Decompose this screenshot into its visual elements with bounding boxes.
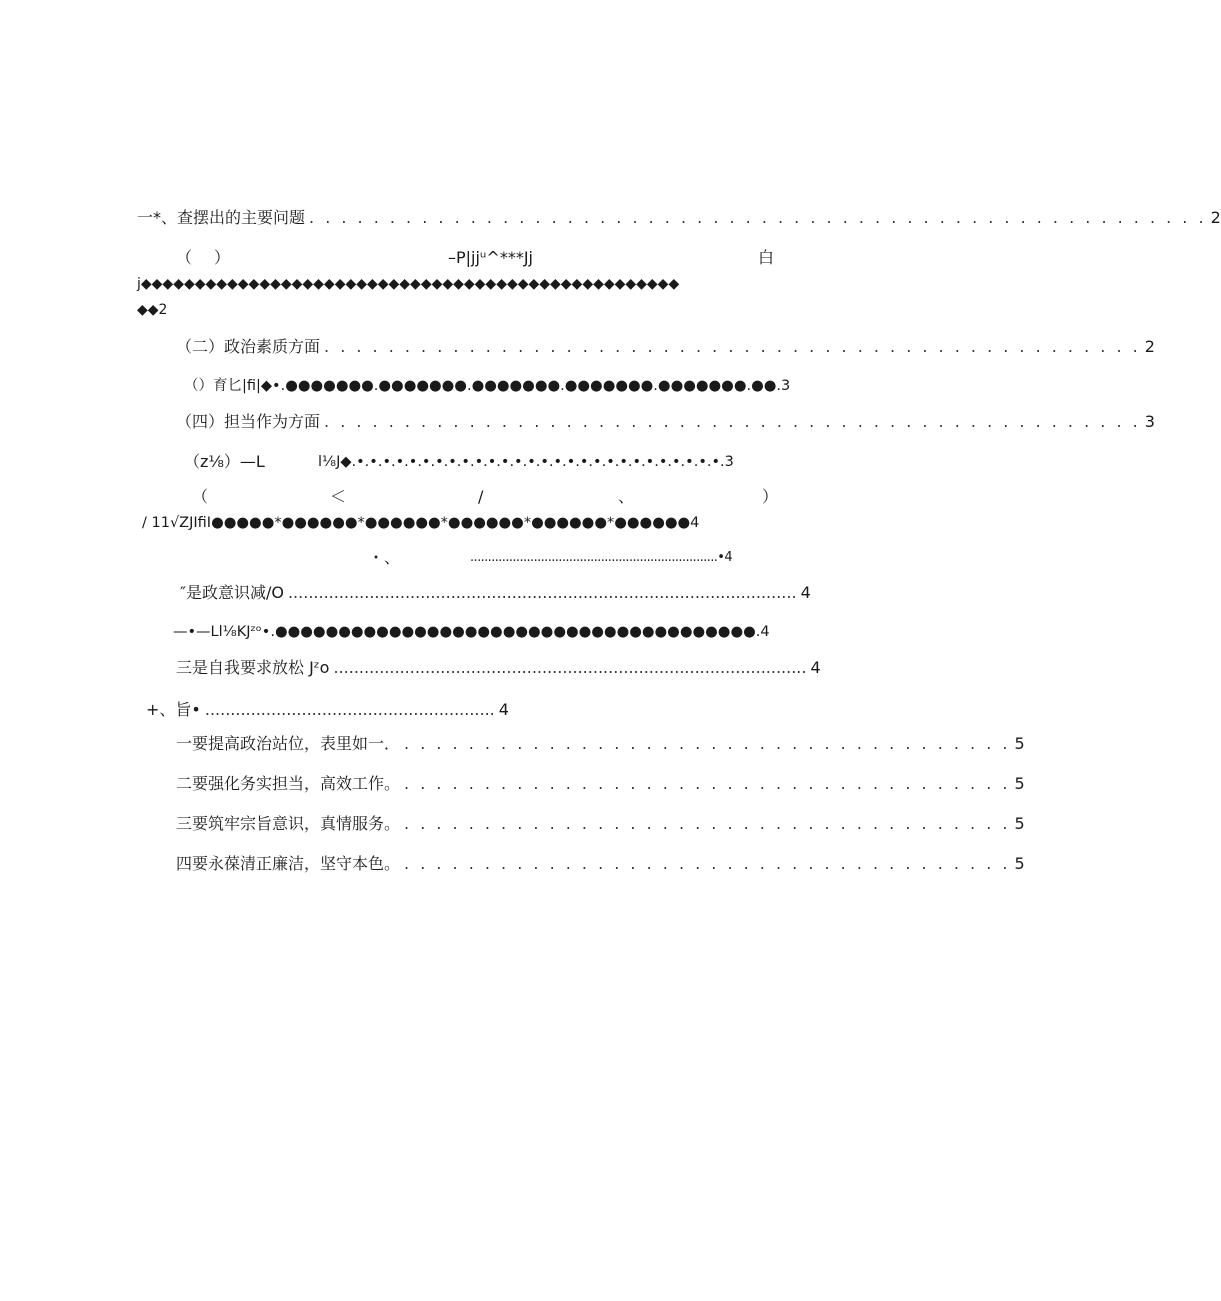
toc-fragment: ＜ [330, 487, 347, 506]
toc-leader: j◆◆◆◆◆◆◆◆◆◆◆◆◆◆◆◆◆◆◆◆◆◆◆◆◆◆◆◆◆◆◆◆◆◆◆◆◆◆◆◆◆◆◆◆◆◆◆◆◆◆ [137, 276, 680, 292]
toc-entry-title: （z⅛）—L [184, 452, 265, 471]
toc-entry-title: 一*、查摆出的主要问题 [137, 208, 306, 227]
toc-page-number: 2 [1144, 337, 1155, 356]
toc-entry[interactable] [0, 771, 1025, 797]
toc-page-number: 5 [1014, 814, 1025, 833]
toc-entry-title: 二要强化务实担当，高效工作。 [176, 774, 401, 793]
toc-fragment: （ [176, 248, 193, 267]
toc-leader: ......................................................... [204, 700, 495, 719]
toc-leader: . . . . . . . . . . . . . . . . . . . . . . . . . . . . . . . . . . . . . . . . . . . . . . . . . . . [324, 412, 1141, 431]
toc-entry-continued [0, 297, 920, 323]
toc-leader: . . . . . . . . . . . . . . . . . . . . . . . . . . . . . . . . . . . . . . [404, 774, 1011, 793]
toc-entry[interactable] [0, 484, 920, 510]
toc-leader: . . . . . . . . . . . . . . . . . . . . . . . . . . . . . . . . . . . . . . [404, 814, 1011, 833]
toc-entry-title: +、旨• [146, 700, 201, 719]
toc-page-number: 4 [810, 658, 821, 677]
toc-entry[interactable] [0, 409, 1155, 435]
toc-entry[interactable] [0, 655, 920, 681]
toc-fragment: ） [762, 487, 779, 506]
toc-entry[interactable] [0, 851, 1025, 877]
toc-entry[interactable] [0, 731, 1025, 757]
toc-leader: . . . . . . . . . . . . . . . . . . . . . . . . . . . . . . . . . . . . . . [404, 734, 1011, 753]
toc-entry-title: —•—Ll⅛KJᶻᵒ•.●●●●●●●●●●●●●●●●●●●●●●●●●●●●●●●●●●●●●●.4 [173, 624, 770, 640]
toc-leader: . . . . . . . . . . . . . . . . . . . . . . . . . . . . . . . . . . . . . . . . . . . . . . . . . . . [324, 337, 1141, 356]
toc-entry[interactable] [0, 697, 920, 723]
toc-entry-title: （）育匕|fi|◆•.●●●●●●●.●●●●●●●.●●●●●●●.●●●●●●●.●●●●●●●.●●.3 [184, 378, 791, 394]
toc-entry[interactable] [0, 580, 920, 606]
toc-entry-title: ″是政意识减/O [180, 583, 284, 602]
toc-fragment: –P|jjᵘ^***Jj [448, 248, 533, 267]
toc-fragment: ・、 [368, 548, 401, 567]
toc-page-number: 4 [498, 700, 509, 719]
toc-leader: .................................................................................................... [287, 583, 797, 602]
toc-entry-title: 四要永葆清正廉洁，坚守本色。 [176, 854, 401, 873]
toc-page-number: 2 [1210, 208, 1221, 227]
toc-page-number: 3 [1144, 412, 1155, 431]
toc-entry[interactable] [0, 545, 920, 571]
toc-entry[interactable] [0, 619, 920, 645]
toc-entry-title: （四）担当作为方面 [176, 412, 321, 431]
toc-fragment: ） [214, 248, 231, 267]
toc-fragment: / [478, 487, 484, 506]
toc-entry[interactable] [0, 245, 920, 271]
toc-entry-title: / 11√ZJIfiI●●●●●*●●●●●●*●●●●●●*●●●●●●*●●●●●●*●●●●●●4 [142, 515, 700, 531]
toc-entry-title: （二）政治素质方面 [176, 337, 321, 356]
toc-page-number: 5 [1014, 854, 1025, 873]
toc-entry[interactable] [0, 811, 1025, 837]
toc-page-number: ◆◆2 [137, 302, 168, 318]
toc-entry-title: 三要筑牢宗旨意识，真情服务。 [176, 814, 401, 833]
toc-entry[interactable] [0, 373, 920, 399]
toc-entry-continued [0, 510, 920, 536]
toc-entry[interactable] [0, 334, 1155, 360]
toc-entry-continued [0, 271, 920, 297]
toc-leader: l⅛J◆.•.•.•.•.•.•.•.•.•.•.•.•.•.•.•.•.•.•.•.•.•.•.•.•.•.•.•.•.3 [318, 454, 734, 470]
toc-leader: . . . . . . . . . . . . . . . . . . . . . . . . . . . . . . . . . . . . . . . . . . . . . . . . . . . . . . . . [309, 208, 1207, 227]
toc-entry[interactable] [0, 449, 920, 475]
toc-fragment: （ [192, 487, 209, 506]
toc-entry[interactable] [0, 205, 1221, 231]
toc-leader: . . . . . . . . . . . . . . . . . . . . . . . . . . . . . . . . . . . . . . [404, 854, 1011, 873]
toc-leader: ............................................................................................. [333, 658, 807, 677]
toc-page-number: 4 [800, 583, 811, 602]
toc-page-number: 5 [1014, 734, 1025, 753]
toc-leader: ......................................................................•4 [470, 550, 733, 565]
toc-fragment: 、 [618, 487, 635, 506]
toc-entry-title: 三是自我要求放松 Jᶻo [176, 658, 330, 677]
toc-fragment: 白 [758, 248, 775, 267]
toc-page-number: 5 [1014, 774, 1025, 793]
toc-entry-title: 一要提高政治站位，表里如一． [176, 734, 401, 753]
